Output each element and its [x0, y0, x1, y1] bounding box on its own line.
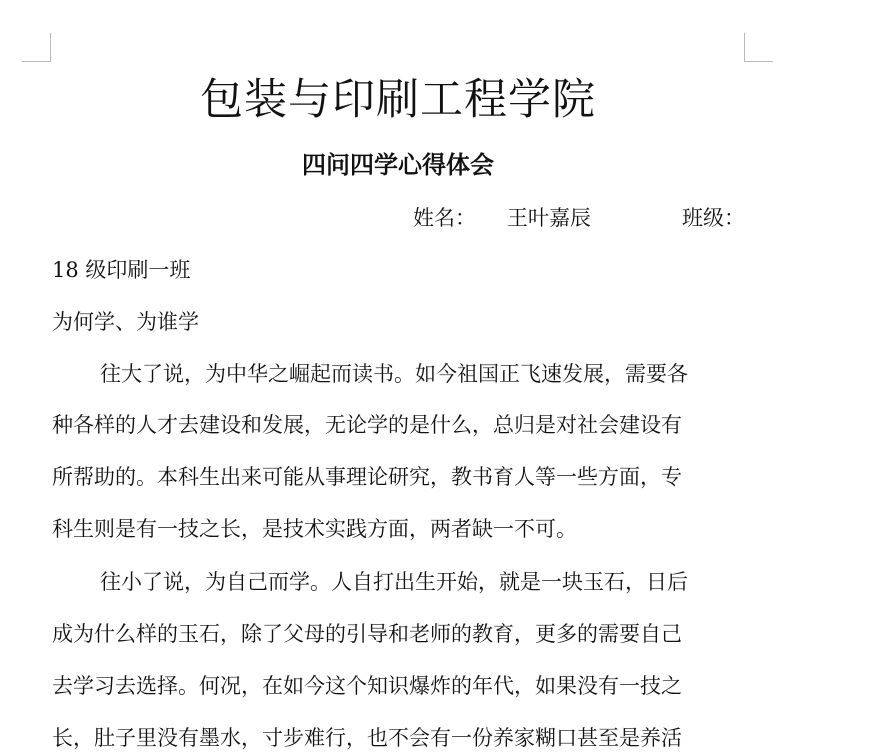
- class-label: 班级：: [682, 206, 745, 230]
- page-corner-mark-left: [22, 33, 51, 62]
- paragraph-line: 科生则是有一技之长，是技术实践方面，两者缺一不可。: [52, 517, 577, 541]
- paragraph-line: 种各样的人才去建设和发展，无论学的是什么，总归是对社会建设有: [52, 413, 682, 437]
- name-value: 王叶嘉辰: [507, 206, 591, 230]
- section-heading: 为何学、为谁学: [52, 310, 199, 334]
- name-label: 姓名：: [413, 206, 476, 230]
- document-title: 包装与印刷工程学院: [200, 75, 596, 125]
- paragraph-line: 所帮助的。本科生出来可能从事理论研究，教书育人等一些方面，专: [52, 465, 682, 489]
- paragraph-line: 长，肚子里没有墨水，寸步难行，也不会有一份养家糊口甚至是养活: [52, 726, 682, 750]
- paragraph-line: 往大了说，为中华之崛起而读书。如今祖国正飞速发展，需要各: [100, 362, 688, 386]
- document-subtitle: 四问四学心得体会: [302, 150, 494, 179]
- paragraph-line: 去学习去选择。何况，在如今这个知识爆炸的年代，如果没有一技之: [52, 674, 682, 698]
- class-value: 18 级印刷一班: [52, 258, 191, 282]
- page-corner-mark-right: [744, 33, 773, 62]
- paragraph-line: 往小了说，为自己而学。人自打出生开始，就是一块玉石，日后: [100, 570, 688, 594]
- paragraph-line: 成为什么样的玉石，除了父母的引导和老师的教育，更多的需要自己: [52, 622, 682, 646]
